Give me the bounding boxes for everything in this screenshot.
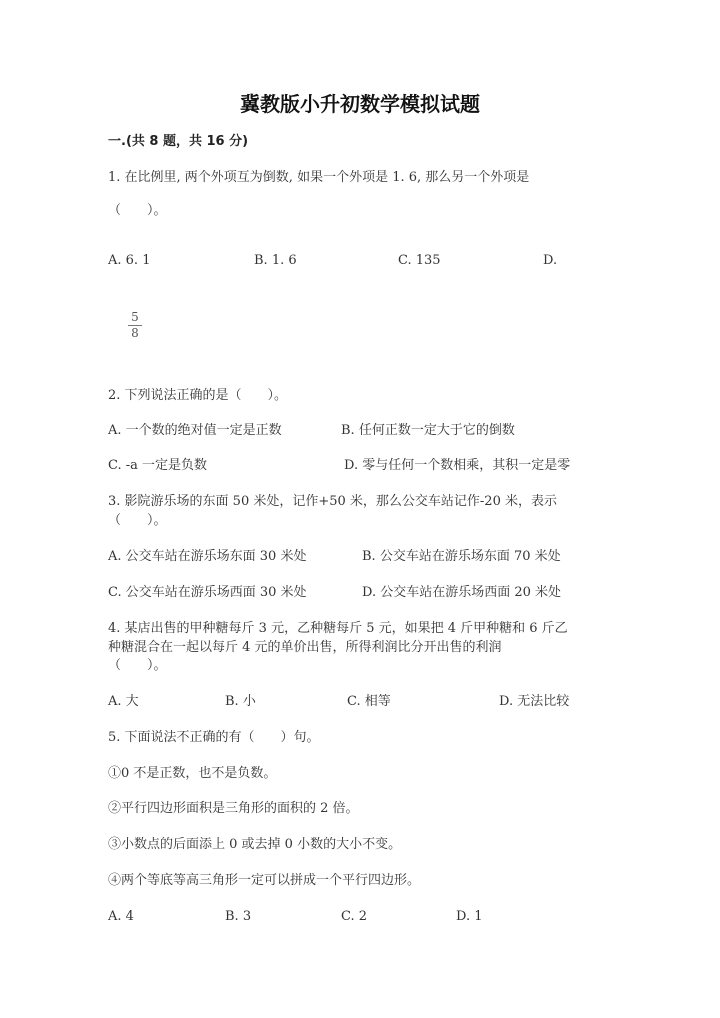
question-4-blank: （ ）。: [108, 658, 167, 673]
question-2-stem: 2. 下列说法正确的是（ ）。: [108, 388, 288, 403]
q5-statement-4: ④两个等底等高三角形一定可以拼成一个平行四边形。: [108, 873, 421, 888]
question-5-stem: 5. 下面说法不正确的有（ ）句。: [108, 730, 320, 745]
q5-statement-1: ①0 不是正数，也不是负数。: [108, 766, 277, 781]
q4-option-c: C. 相等: [347, 694, 391, 709]
q5-statement-2: ②平行四边形面积是三角形的面积的 2 倍。: [108, 801, 359, 816]
q1-option-b: B. 1. 6: [254, 253, 297, 268]
q5-option-a: A. 4: [108, 909, 134, 924]
q5-option-b: B. 3: [225, 909, 252, 924]
q3-option-b: B. 公交车站在游乐场东面 70 米处: [362, 549, 561, 564]
section-heading: 一.(共 8 题，共 16 分): [108, 134, 249, 149]
question-4-stem-line2: 种糖混合在一起以每斤 4 元的单价出售，所得利润比分开出售的利润: [108, 640, 502, 655]
q2-option-d: D. 零与任何一个数相乘，其积一定是零: [344, 458, 571, 473]
q3-option-c: C. 公交车站在游乐场西面 30 米处: [108, 585, 307, 600]
fraction-numerator: 5: [131, 310, 139, 324]
q1-option-d-fraction: [128, 311, 142, 340]
q4-option-b: B. 小: [225, 694, 256, 709]
q3-option-a: A. 公交车站在游乐场东面 30 米处: [108, 549, 307, 564]
q5-statement-3: ③小数点的后面添上 0 或去掉 0 小数的大小不变。: [108, 837, 402, 852]
q2-option-a: A. 一个数的绝对值一定是正数: [108, 423, 282, 438]
q5-option-d: D. 1: [456, 909, 483, 924]
question-1-stem: 1. 在比例里, 两个外项互为倒数, 如果一个外项是 1. 6, 那么另一个外项是: [108, 170, 530, 185]
question-1-blank: （ ）。: [108, 203, 167, 218]
q4-option-a: A. 大: [108, 694, 139, 709]
page-title: 冀教版小升初数学模拟试题: [240, 92, 480, 116]
question-3-blank: （ ）。: [108, 513, 167, 528]
q1-option-a: A. 6. 1: [108, 253, 151, 268]
q2-option-c: C. -a 一定是负数: [108, 458, 208, 473]
q1-option-c: C. 135: [398, 253, 441, 268]
question-4-stem-line1: 4. 某店出售的甲种糖每斤 3 元，乙种糖每斤 5 元，如果把 4 斤甲种糖和 6 斤乙: [108, 621, 568, 636]
q2-option-b: B. 任何正数一定大于它的倒数: [341, 423, 515, 438]
q3-option-d: D. 公交车站在游乐场西面 20 米处: [362, 585, 562, 600]
q5-option-c: C. 2: [341, 909, 368, 924]
fraction-denominator: 8: [131, 326, 139, 340]
question-3-stem: 3. 影院游乐场的东面 50 米处，记作+50 米，那么公交车站记作-20 米，表示: [108, 494, 557, 509]
q1-option-d: D.: [543, 253, 558, 268]
q4-option-d: D. 无法比较: [499, 694, 570, 709]
